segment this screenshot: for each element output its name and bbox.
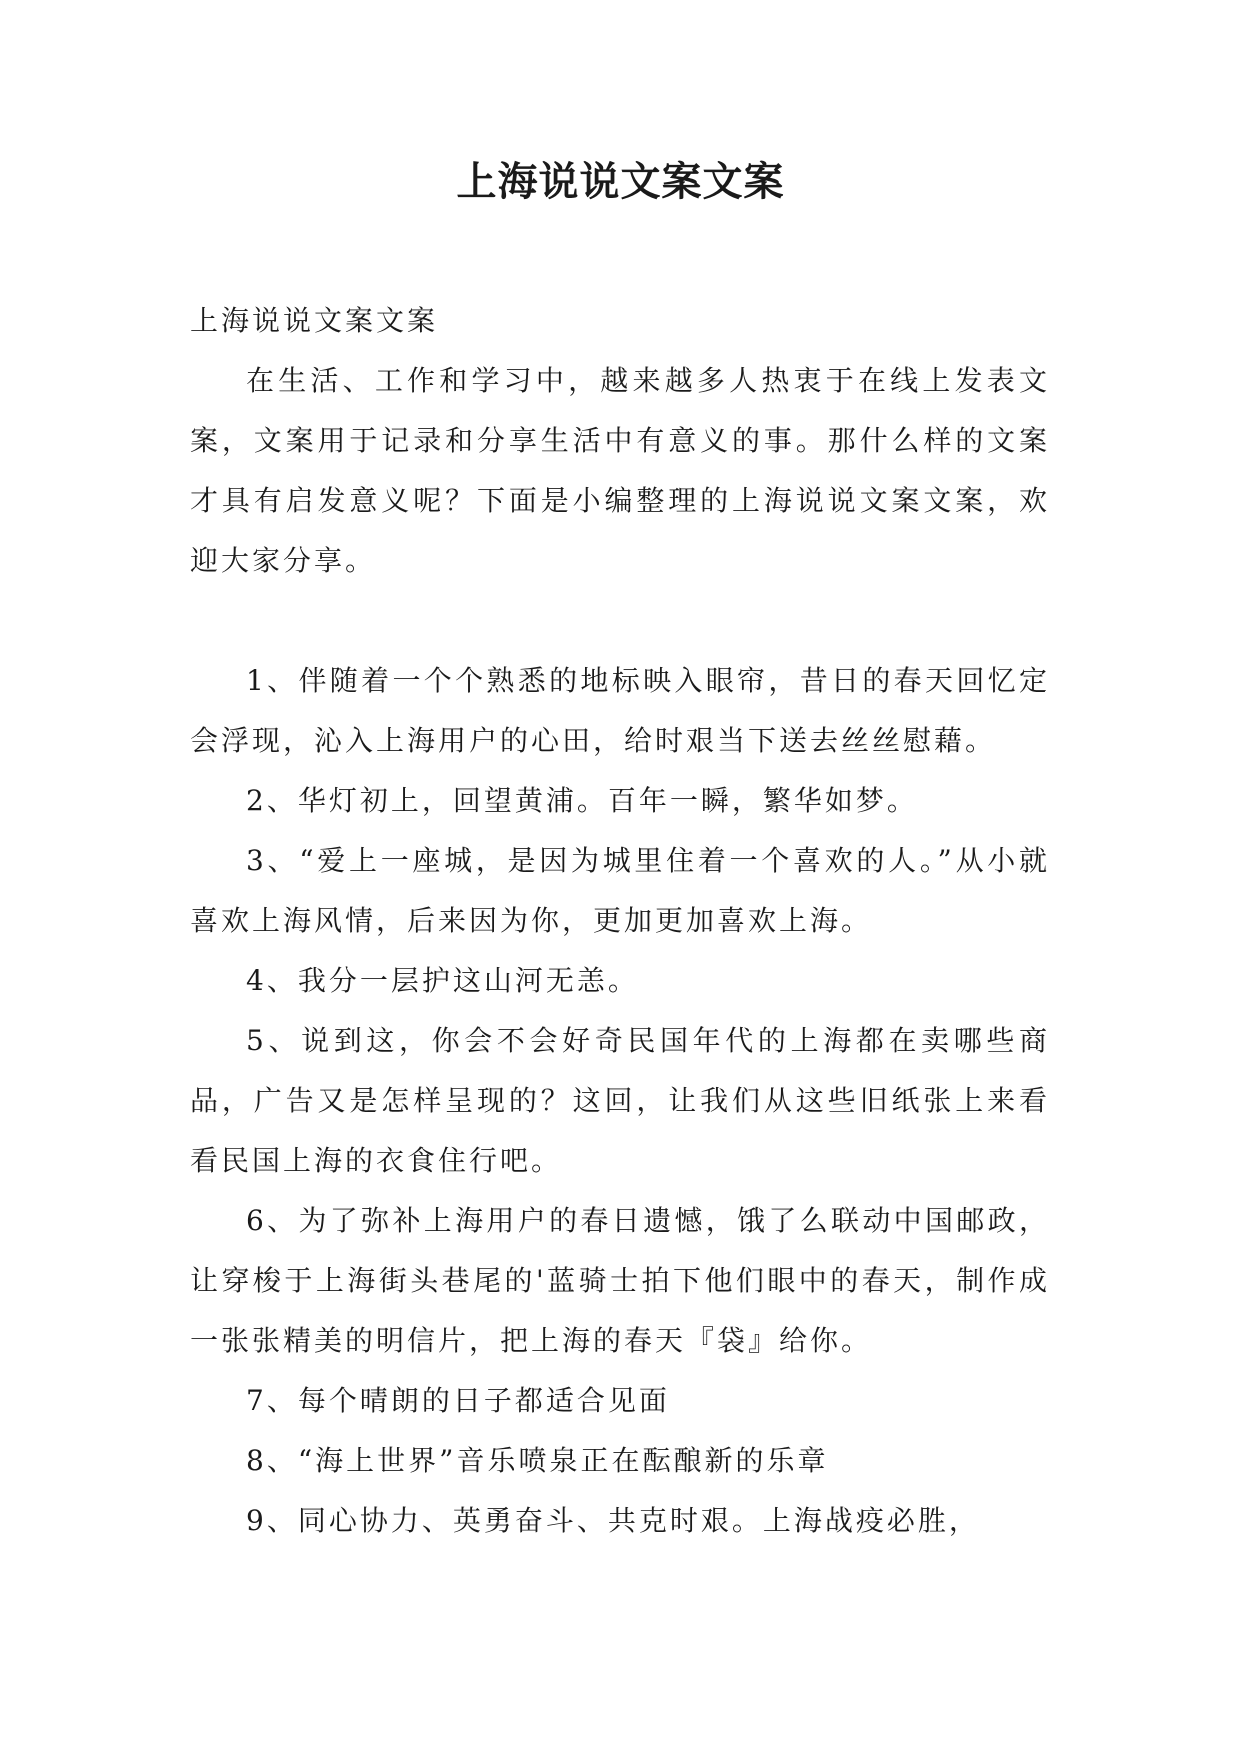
list-item: 8、“海上世界”音乐喷泉正在酝酿新的乐章 xyxy=(246,1444,829,1477)
document-body xyxy=(190,291,1050,1551)
list-item: 1、伴随着一个个熟悉的地标映入眼帘，昔日的春天回忆定会浮现，沁入上海用户的心田，给时艰当下送去丝丝慰藉。 xyxy=(190,664,1050,757)
list-item: 9、同心协力、英勇奋斗、共克时艰。上海战疫必胜， xyxy=(246,1504,980,1537)
list-item: 4、我分一层护这山河无恙。 xyxy=(246,964,639,997)
list-item: 5、说到这，你会不会好奇民国年代的上海都在卖哪些商品，广告又是怎样呈现的？这回，让我们从这些旧纸张上来看看民国上海的衣食住行吧。 xyxy=(190,1024,1050,1177)
list-item: 3、“爱上一座城，是因为城里住着一个喜欢的人。”从小就喜欢上海风情，后来因为你，更加更加喜欢上海。 xyxy=(190,844,1050,937)
document-subtitle: 上海说说文案文案 xyxy=(190,304,439,337)
list-item: 6、为了弥补上海用户的春日遗憾，饿了么联动中国邮政，让穿梭于上海街头巷尾的'蓝骑士拍下他们眼中的春天，制作成一张张精美的明信片，把上海的春天『袋』给你。 xyxy=(190,1204,1050,1357)
paragraph-gap xyxy=(190,591,1050,651)
list-item: 7、每个晴朗的日子都适合见面 xyxy=(246,1384,670,1417)
intro-paragraph: 在生活、工作和学习中，越来越多人热衷于在线上发表文案，文案用于记录和分享生活中有意义的事。那什么样的文案才具有启发意义呢？下面是小编整理的上海说说文案文案，欢迎大家分享。 xyxy=(190,364,1050,577)
document-title: 上海说说文案文案 xyxy=(456,158,785,205)
list-item: 2、华灯初上，回望黄浦。百年一瞬，繁华如梦。 xyxy=(246,784,918,817)
